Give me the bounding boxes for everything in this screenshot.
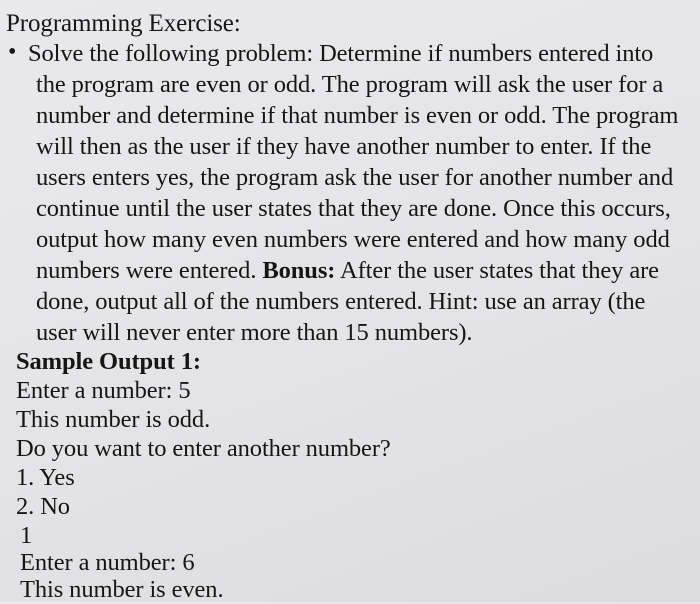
bonus-label: Bonus: xyxy=(262,257,336,284)
paragraph-line-8-start: numbers were entered. xyxy=(36,257,257,284)
paragraph-line-6: continue until the user states that they are done. Once this occurs, xyxy=(36,195,671,222)
paragraph-line-10: user will never enter more than 15 numbers). xyxy=(36,319,473,346)
paragraph-line-7: output how many even numbers were entered and how many odd xyxy=(36,226,670,253)
sample-line-1: Enter a number: 5 xyxy=(16,377,191,404)
exercise-heading: Programming Exercise: xyxy=(6,10,241,37)
paragraph-line-4: will then as the user if they have another number to enter. If the xyxy=(36,133,652,160)
paragraph-line-2: the program are even or odd. The program will ask the user for a xyxy=(36,71,664,98)
paragraph-line-9: done, output all of the numbers entered. Hint: use an array (the xyxy=(36,288,646,315)
sample-line-7: Enter a number: 6 xyxy=(20,549,195,576)
bullet-icon: • xyxy=(8,39,17,65)
paragraph-line-5: users enters yes, the program ask the user for another number and xyxy=(36,164,674,191)
paragraph-line-8-end: After the user states that they are xyxy=(340,257,659,284)
paragraph-line-1: Solve the following problem: Determine if numbers entered into xyxy=(28,40,654,67)
sample-line-4: 1. Yes xyxy=(16,464,75,491)
sample-line-2: This number is odd. xyxy=(16,406,211,433)
sample-line-3: Do you want to enter another number? xyxy=(16,435,391,462)
paragraph-line-3: number and determine if that number is even or odd. The program xyxy=(36,102,679,129)
sample-line-8: This number is even. xyxy=(20,576,224,603)
sample-output-title: Sample Output 1: xyxy=(16,348,201,375)
sample-line-5: 2. No xyxy=(16,493,70,520)
sample-line-6: 1 xyxy=(20,522,33,549)
paragraph-line-8 xyxy=(36,257,659,285)
